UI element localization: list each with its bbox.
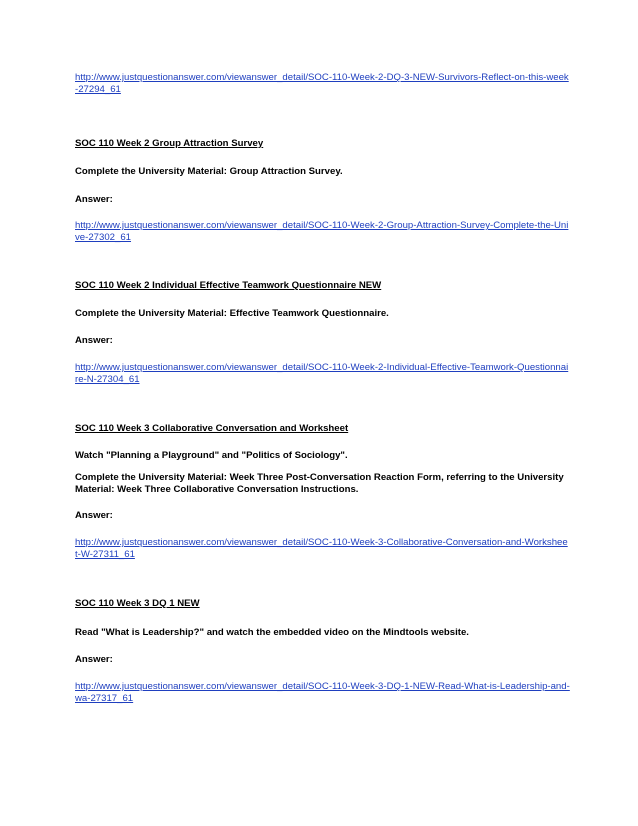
section-title-effective-teamwork: SOC 110 Week 2 Individual Effective Teamwork Questionnaire NEW: [75, 280, 382, 291]
answer-label: Answer:: [75, 654, 113, 665]
answer-label: Answer:: [75, 510, 113, 521]
answer-link-collaborative-conversation[interactable]: http://www.justquestionanswer.com/viewanswer_detail/SOC-110-Week-3-Collaborative-Conversation-and-Worksheet-W-27311_61: [75, 537, 568, 560]
answer-link-effective-teamwork[interactable]: http://www.justquestionanswer.com/viewanswer_detail/SOC-110-Week-2-Individual-Effective-Teamwork-Questionnaire-N-27304_61: [75, 362, 569, 385]
section-title-week3-dq1: SOC 110 Week 3 DQ 1 NEW: [75, 598, 200, 609]
section-title-group-attraction-survey: SOC 110 Week 2 Group Attraction Survey: [75, 138, 264, 149]
answer-label: Answer:: [75, 194, 113, 205]
section-instruction: Read "What is Leadership?" and watch the embedded video on the Mindtools website.: [75, 627, 469, 638]
section-instruction: Complete the University Material: Effective Teamwork Questionnaire.: [75, 308, 389, 319]
section-instruction-detail: Complete the University Material: Week Three Post-Conversation Reaction Form, referring to the University Material: Week Three Collaborative Conversation Instructions.: [75, 472, 564, 495]
section-title-collaborative-conversation: SOC 110 Week 3 Collaborative Conversation and Worksheet: [75, 423, 349, 434]
section-instruction: Watch "Planning a Playground" and "Politics of Sociology".: [75, 450, 348, 461]
answer-label: Answer:: [75, 335, 113, 346]
section-instruction: Complete the University Material: Group Attraction Survey.: [75, 166, 343, 177]
answer-link-group-attraction-survey[interactable]: http://www.justquestionanswer.com/viewanswer_detail/SOC-110-Week-2-Group-Attraction-Survey-Complete-the-Unive-27302_61: [75, 220, 569, 243]
answer-link-survivors-reflect[interactable]: http://www.justquestionanswer.com/viewanswer_detail/SOC-110-Week-2-DQ-3-NEW-Survivors-Reflect-on-this-week-27294_61: [75, 72, 569, 95]
answer-link-what-is-leadership[interactable]: http://www.justquestionanswer.com/viewanswer_detail/SOC-110-Week-3-DQ-1-NEW-Read-What-is-Leadership-and-wa-27317_61: [75, 681, 570, 704]
